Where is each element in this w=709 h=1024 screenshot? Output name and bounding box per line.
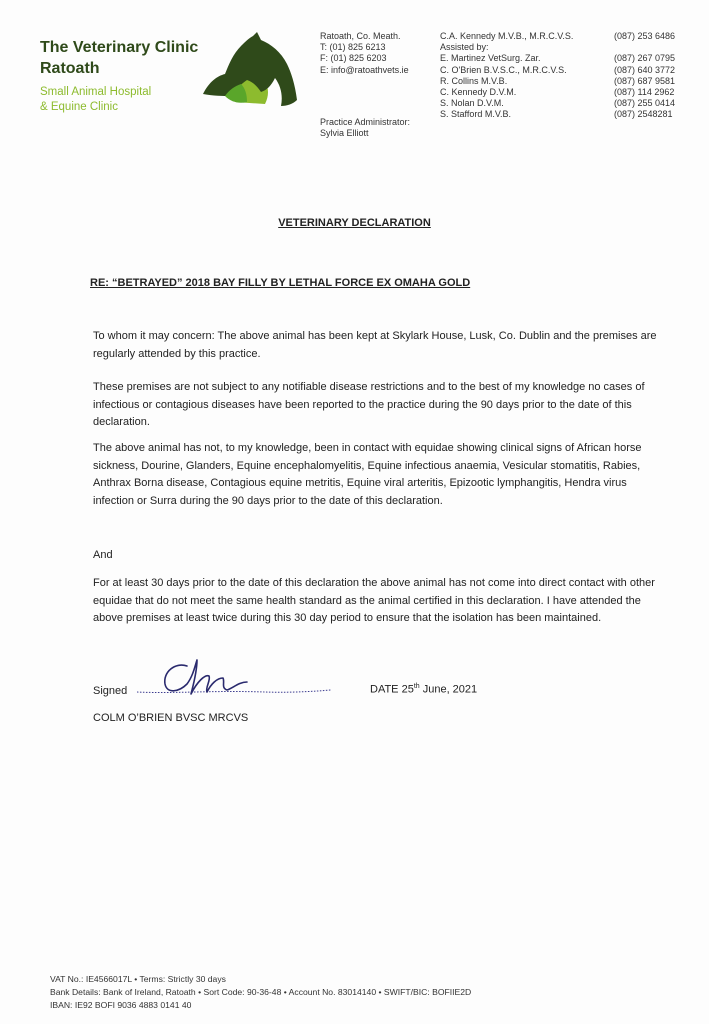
footer xyxy=(50,973,471,1011)
paragraph: To whom it may concern: The above animal has been kept at Skylark House, Lusk, Co. Dublin and the premises are regularly attended by this practice. xyxy=(93,330,657,360)
admin-name: Sylvia Elliott xyxy=(320,128,369,139)
date-rest: June, 2021 xyxy=(419,683,478,696)
clinic-name xyxy=(40,37,198,79)
phone-item: (087) 2548281 xyxy=(614,109,673,120)
horse-dog-logo-icon xyxy=(195,30,300,112)
staff-item: S. Nolan D.V.M. xyxy=(440,98,504,109)
staff-item: C. O'Brien B.V.S.C., M.R.C.V.S. xyxy=(440,64,567,75)
telephone-line: T: (01) 825 6213 xyxy=(320,42,386,53)
phone-item xyxy=(614,42,675,53)
phone-item: (087) 640 3772 xyxy=(614,64,676,75)
clinic-subtitle-line1: Small Animal Hospital xyxy=(40,86,152,98)
declaration-date xyxy=(370,683,477,696)
clinic-name-line2: Ratoath xyxy=(40,60,100,77)
staff-item: C. Kennedy D.V.M. xyxy=(440,87,517,98)
handwritten-signature xyxy=(135,652,335,700)
practice-administrator xyxy=(320,117,410,139)
footer-iban-line: IBAN: IE92 BOFI 9036 4883 0141 40 xyxy=(50,999,192,1010)
phone-item: (087) 687 9581 xyxy=(614,75,676,86)
paragraph: And xyxy=(93,549,113,561)
phone-item: (087) 114 2962 xyxy=(614,87,675,98)
paragraph: The above animal has not, to my knowledge, been in contact with equidae showing clinical signs of African horse sickness, Dourine, Glanders, Equine encephalomyelitis, Equine infectious anaemia, Vesicular stomatitis, Rabies, Anthrax Borna disease, Contagious equine metritis, Equine viral arteritis, Epizootic lymphangitis, Hendra virus infection or Surra during the 90 days prior to the date of this declaration. xyxy=(93,442,642,507)
phone-item: (087) 253 6486 xyxy=(614,31,676,41)
clinic-address xyxy=(320,31,409,76)
clinic-subtitle xyxy=(40,85,151,115)
staff-item: S. Stafford M.V.B. xyxy=(440,109,512,120)
signed-label: Signed xyxy=(93,685,128,697)
staff-item: E. Martinez VetSurg. Zar. xyxy=(440,53,541,64)
staff-phone-list xyxy=(614,31,675,121)
paragraph: These premises are not subject to any notifiable disease restrictions and to the best of my knowledge no cases of infectious or contagious diseases have been reported to the practice during the 90 days prior to the date of this declaration. xyxy=(93,381,645,428)
footer-vat-line: VAT No.: IE4566017L • Terms: Strictly 30 days xyxy=(50,974,226,984)
document-title: VETERINARY DECLARATION xyxy=(278,217,431,229)
staff-item: Assisted by: xyxy=(440,42,489,53)
staff-list xyxy=(440,31,573,121)
staff-item: C.A. Kennedy M.V.B., M.R.C.V.S. xyxy=(440,31,574,41)
footer-bank-line: Bank Details: Bank of Ireland, Ratoath • Sort Code: 90-36-48 • Account No. 83014140 • SWIFT/BIC: BOFIIE2D xyxy=(50,986,472,997)
paragraph: For at least 30 days prior to the date of this declaration the above animal has not come into direct contact with other equidae that do not meet the same health standard as the animal certified in this declaration. I have attended the above premises at least twice during this 30 day period to ensure that the isolation has been maintained. xyxy=(93,577,655,624)
phone-item: (087) 255 0414 xyxy=(614,98,676,109)
staff-item: R. Collins M.V.B. xyxy=(440,75,508,86)
fax-line: F: (01) 825 6203 xyxy=(320,53,387,64)
clinic-name-line1: The Veterinary Clinic xyxy=(40,39,199,56)
email-line: E: info@ratoathvets.ie xyxy=(320,64,409,75)
address-line: Ratoath, Co. Meath. xyxy=(320,31,401,41)
signatory-name: COLM O’BRIEN BVSC MRCVS xyxy=(93,712,249,724)
date-ordinal: th xyxy=(413,683,420,690)
clinic-subtitle-line2: & Equine Clinic xyxy=(40,101,118,113)
phone-item: (087) 267 0795 xyxy=(614,53,676,64)
admin-label: Practice Administrator: xyxy=(320,117,411,127)
subject-line: RE: “BETRAYED” 2018 BAY FILLY BY LETHAL FORCE EX OMAHA GOLD xyxy=(90,277,471,289)
date-prefix: DATE 25 xyxy=(370,683,414,696)
